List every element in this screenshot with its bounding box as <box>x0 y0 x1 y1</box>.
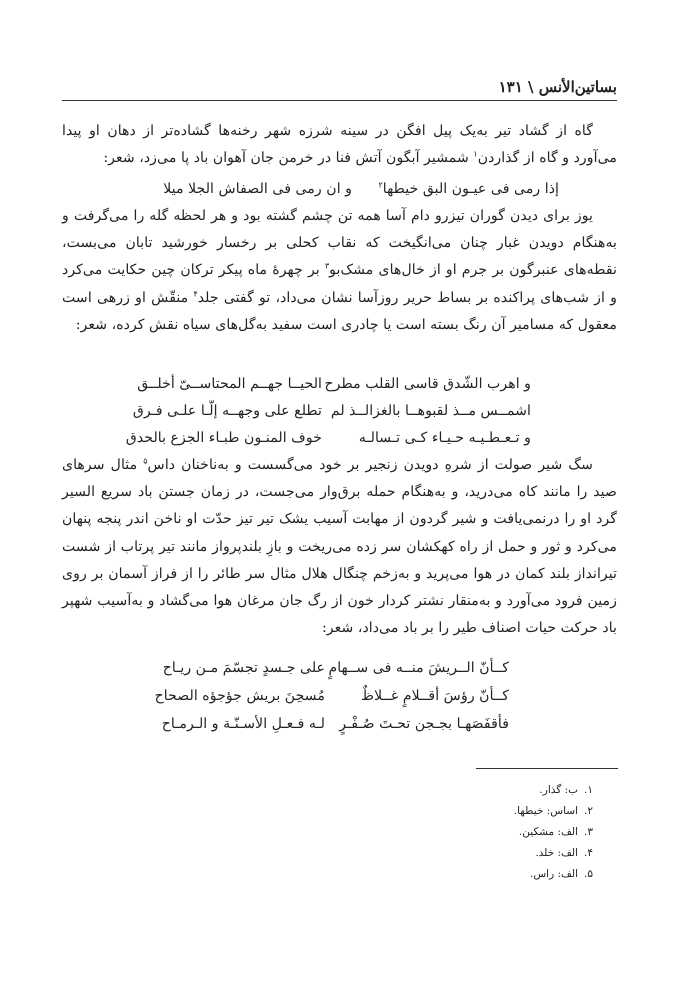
paragraph-2 <box>62 203 617 339</box>
paragraph-2-text-a: یوز برای دیدن گوران تیزرو دام آسا همه تن چشم گشته بود و هر لحظه گله را می‌گرفت و به‌هنگام دویدن غبار چنان می‌انگیخت که نقاب کحلی بر رخسار خورشید تابان می‌بست، نقطه‌های عنبرگون بر جرم او از خال‌های مشک‌بو <box>62 208 617 279</box>
running-header-text: بساتین‌الأنس \ ۱۳۱ <box>498 78 617 96</box>
verse-row-2 <box>62 371 617 397</box>
footnote-ref-1[interactable]: ۱ <box>473 149 478 159</box>
footnote-number: ۴. <box>584 847 593 859</box>
verse-6-hemistich-right: کــأنّ رؤسَ أقــلامٍ غــلاظٌ <box>361 688 509 704</box>
verse-row-5 <box>62 655 617 681</box>
footnotes <box>300 780 593 885</box>
footnote-number: ۱. <box>584 784 593 796</box>
verse-row-1 <box>62 176 617 202</box>
footnote-item <box>300 822 593 843</box>
verse-7-hemistich-left: لـه فـعـلِ الأسـنّـة و الـرمـاح <box>161 716 325 732</box>
footnote-text: الف: راس. <box>530 868 579 880</box>
footnote-item <box>300 843 593 864</box>
verse-5-hemistich-left: علی جـسدٍ تجسّمَ مـن ریـاح <box>162 660 325 676</box>
paragraph-3 <box>62 452 617 642</box>
footnote-text: الف: خلد. <box>535 847 579 859</box>
footnote-number: ۳. <box>584 826 593 838</box>
paragraph-1 <box>62 118 617 172</box>
footnote-item <box>300 864 593 885</box>
footnote-rule <box>476 768 618 769</box>
running-header <box>62 75 617 99</box>
paragraph-3-text-a: سگ شیر صولت از شرهِ دویدن زنجیر بر خود می‌گسست و به‌ناخنان داس <box>147 457 593 473</box>
footnote-text: ب: گذار. <box>539 784 579 796</box>
paragraph-2-text-c: منقّش او زرهی است معقول که مسامیر آن رنگ بسته است یا چادری است سفید به‌گل‌های سیاه نقش کرده، شعر: <box>62 289 617 333</box>
footnote-ref-3[interactable]: ۳ <box>324 261 330 271</box>
footnote-ref-2[interactable]: ۲ <box>378 180 383 190</box>
verse-5-hemistich-right: کــأنّ الــریشَ منــه فی ســهامٍ <box>328 660 509 676</box>
footnote-item <box>300 801 593 822</box>
verse-7-hemistich-right: فأقفَصَهـا بجـجن تحـتَ صُـفْـرٍ <box>339 716 509 732</box>
verse-3-hemistich-left: تطلع علی وجهــه إلّـا علـی فـرق <box>132 403 322 419</box>
verse-1-hemistich-left: و ان رمی فی الصفاش الجلا میلا <box>163 181 352 197</box>
footnote-ref-5[interactable]: ۵ <box>143 456 148 466</box>
verse-1-hemistich-right: إذا رمی فی عیـون البق خیطها$^۲$ <box>378 180 559 197</box>
paragraph-2-text-b: بر چهرهٔ ماه پیکر ترکان چین حکایت می‌کرد و از شب‌های پراکنده بر بساط حریر روزآسا نشان می‌داد، تو گفتی جلد <box>62 262 617 306</box>
header-rule <box>62 100 617 101</box>
verse-row-4 <box>62 425 617 451</box>
verse-4-hemistich-right: و تـعـطـیـه حـیـاء کـی تـسالـه <box>358 430 531 446</box>
footnote-number: ۵. <box>584 868 593 880</box>
verse-2-hemistich-right: و اهرب الشّدق قاسی القلب مطرح <box>324 376 531 392</box>
verse-4-hemistich-left: خوف المنـون طبـاء الجزع بالحدق <box>125 430 322 446</box>
paragraph-3-text-b: مثال سرهای صید را مانند کاه می‌درید، و به‌هنگام حمله برق‌وار می‌جست، در زمان جستن باد سریع السیر گرد او را درنمی‌یافت و شیر گردون از مهابت آسیب یشک تیر تیز حدّت او ناخن اندر پنجه پنهان می‌کرد و ثور و حمل از راه کهکشان سر زده می‌ریخت و بازِ بلندپرواز مانند تیر پرتاب از شست تیرانداز بلند کمان در هوا می‌پرید و به‌زخم چنگال هلال مثال سر طائر را از فراز آسمان بر روی زمین فرود می‌آورد و به‌منقار نشتر کردار خون از رگ جان مرغان هوا می‌گشاد و به‌آسیب شهپر باد حرکت حیات اصناف طیر را بر باد می‌داد، شعر: <box>62 457 617 637</box>
footnote-text: الف: مشکین. <box>518 826 579 838</box>
verse-row-7 <box>62 711 617 737</box>
footnote-number: ۲. <box>584 805 593 817</box>
verse-row-3 <box>62 398 617 424</box>
verse-row-6 <box>62 683 617 709</box>
footnote-item <box>300 780 593 801</box>
footnote-text: اساس: خیطها. <box>513 805 579 817</box>
footnote-ref-4[interactable]: ۴ <box>193 288 198 298</box>
verse-2-hemistich-left: الحیــا جهــم المحتاســیّ أخلــق <box>137 376 322 392</box>
paragraph-1-text-b: شمشیر آبگون آتش فنا در خرمن جان آهوان باد پا می‌زد، شعر: <box>103 150 474 167</box>
paragraph-1-text-a: گاه از گشاد تیر به‌یک پیل افگن در سینه شرزه شهر رخنه‌ها گشاده‌تر از دهان او پیدا می‌آورد و گاه از گذاردن <box>62 123 617 167</box>
verse-6-hemistich-left: مُسحِنَ بریش جؤجؤه الصحاح <box>154 688 325 704</box>
verse-3-hemistich-right: اشمــس مــذ لقبوهــا بالغزالــذ لم <box>330 403 531 419</box>
